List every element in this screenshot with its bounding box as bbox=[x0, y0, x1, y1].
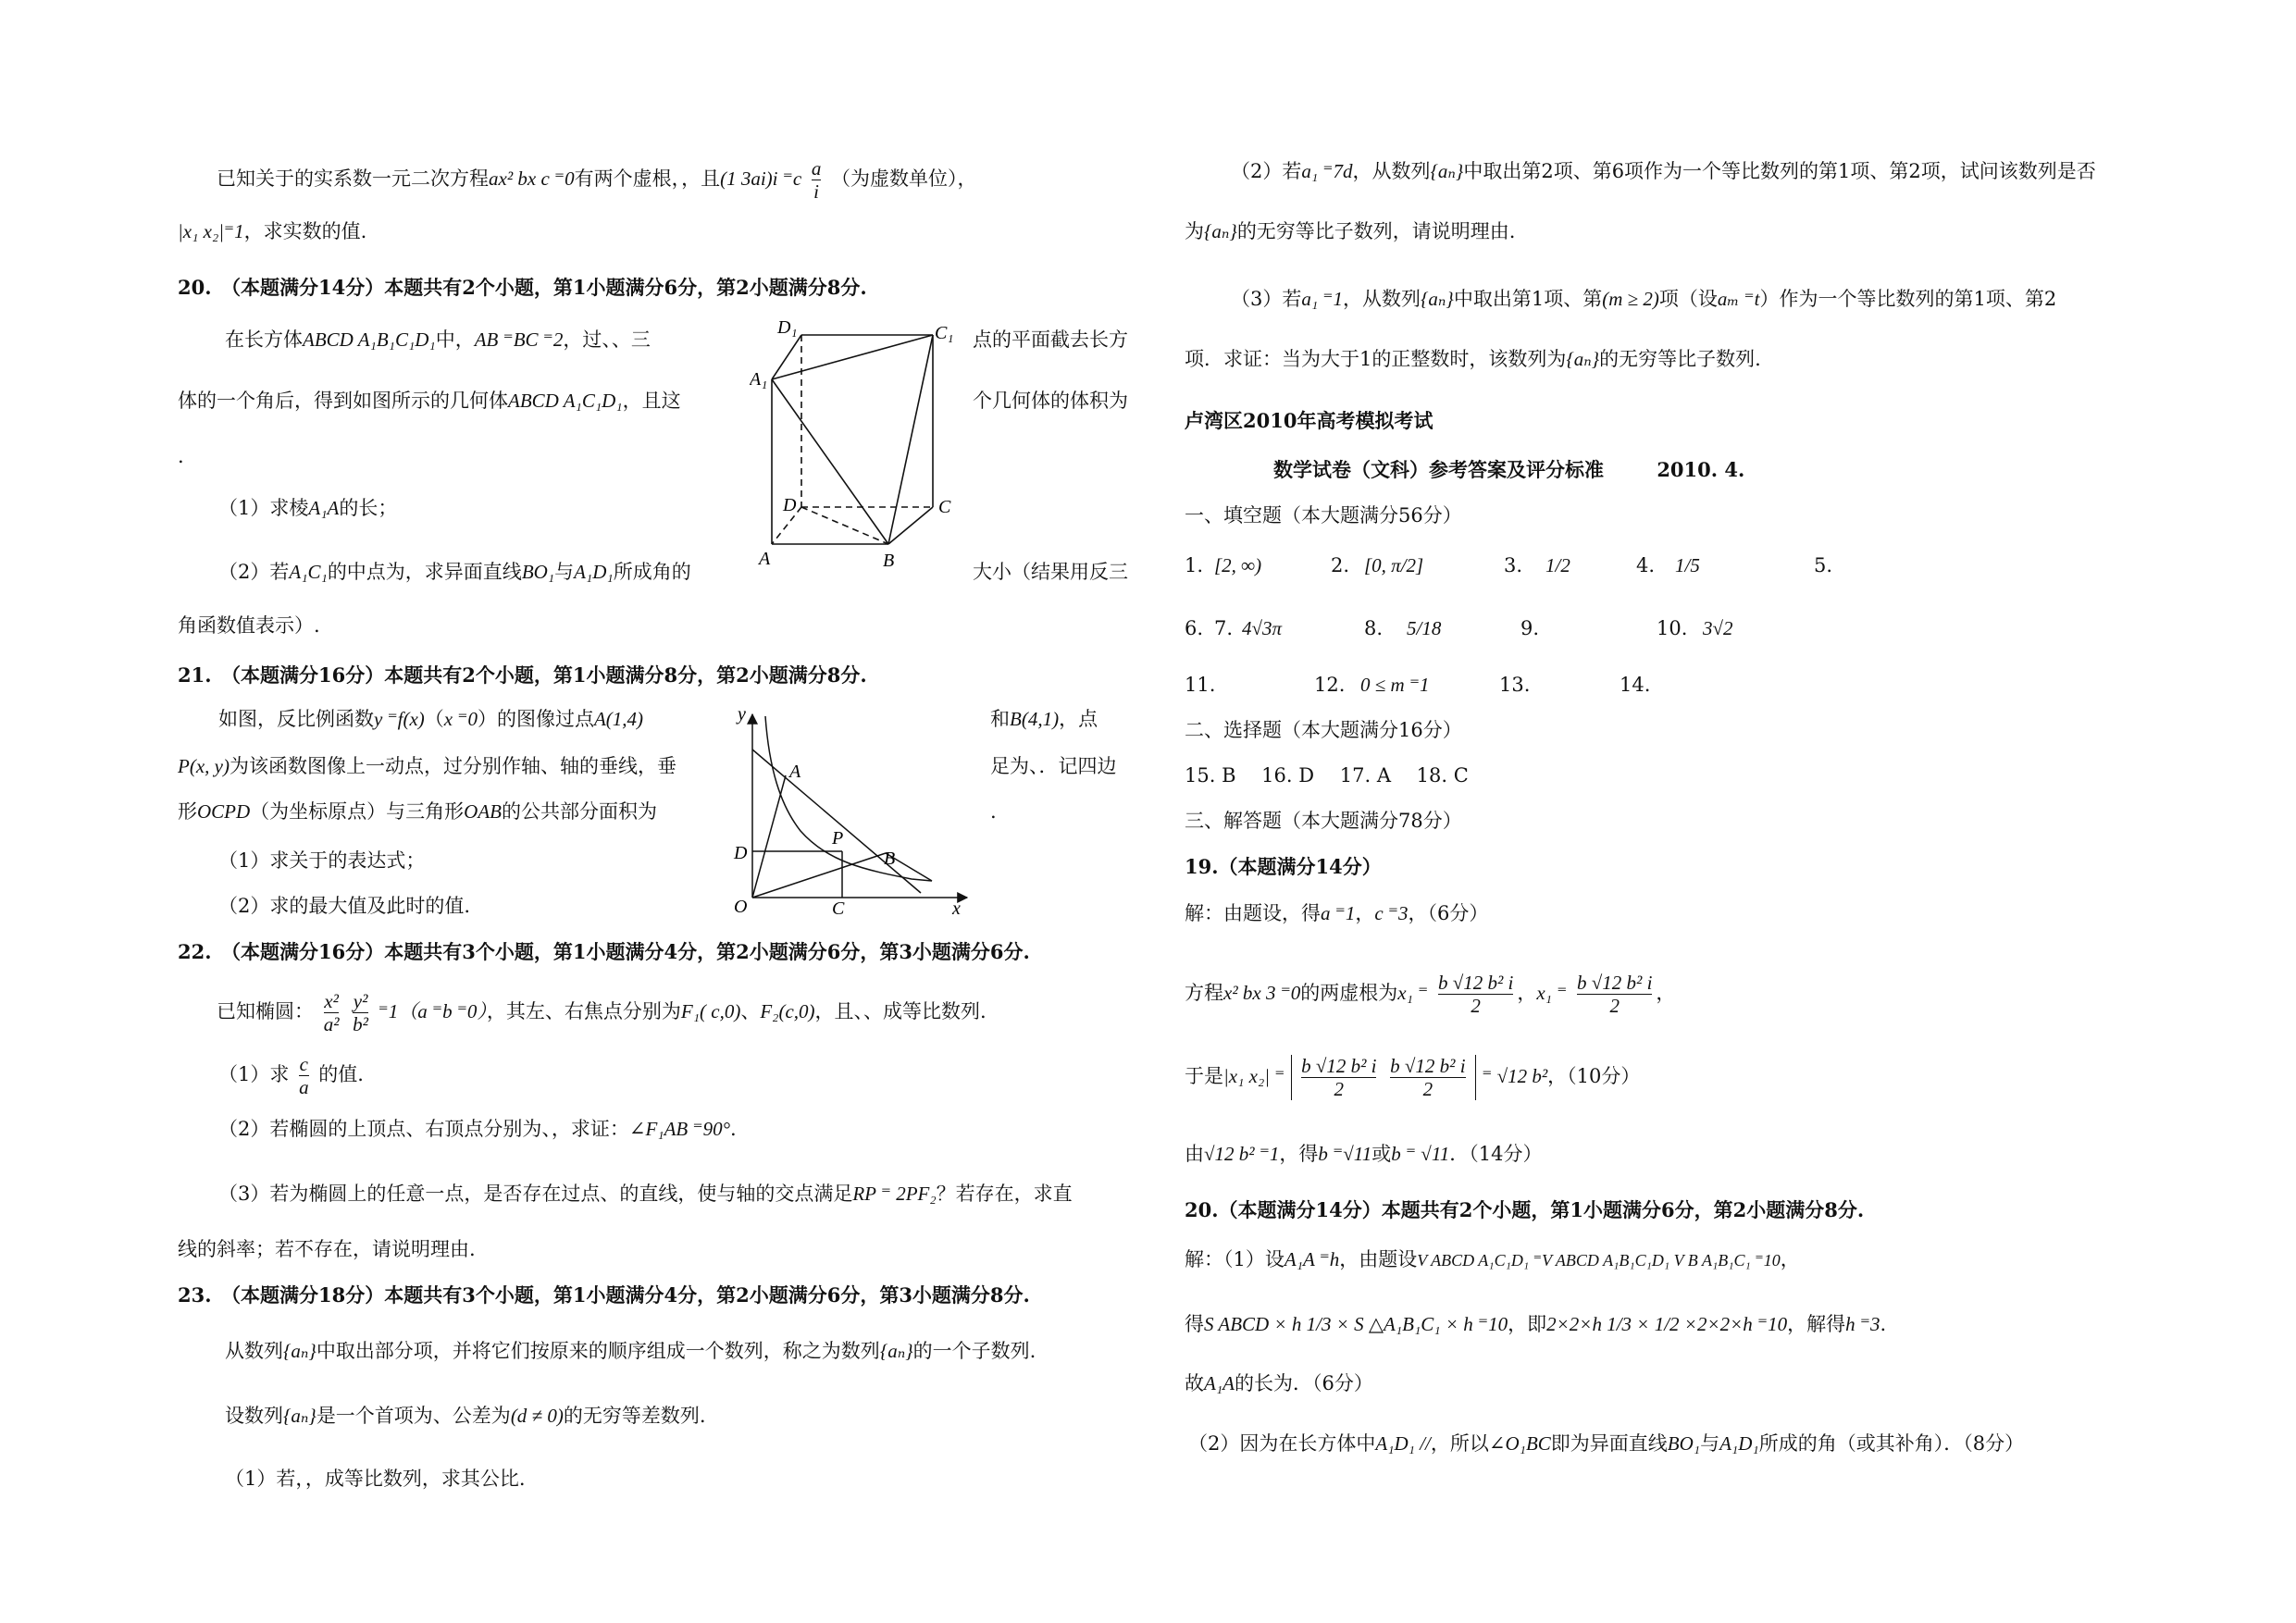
s20-score-2: 所成的角（或其补角）．（8分） bbox=[1758, 1432, 2025, 1455]
s19-text-2d: ， bbox=[1656, 982, 1676, 1004]
segment-oa bbox=[752, 775, 786, 898]
fill-14-num: 14. bbox=[1620, 674, 1651, 696]
s19-x1: x₁ ⁼ bbox=[1397, 982, 1429, 1004]
s20-text-4e: 即为异面直线 bbox=[1550, 1432, 1668, 1455]
s19-b1: b ⁼√11 bbox=[1318, 1143, 1372, 1165]
q21-line1 bbox=[218, 705, 643, 733]
label-c: C bbox=[938, 497, 951, 517]
q20-p2-h: 大小（结果用反三 bbox=[973, 561, 1128, 583]
q21-text-2b: 为该函数图像上一动点，过分别作轴、轴的垂线，垂 bbox=[229, 755, 676, 777]
q23-text-b: 中取出部分项，并将它们按原来的顺序组成一个数列，称之为数列 bbox=[316, 1340, 880, 1362]
s20-line1 bbox=[1185, 1245, 1800, 1274]
s20-parallel: A₁D₁ // bbox=[1375, 1432, 1431, 1455]
q22-p3-d: 线的斜率；若不存在，请说明理由. bbox=[178, 1238, 476, 1260]
q23-text-2b: 是一个首项为、公差为 bbox=[316, 1405, 511, 1427]
r-p3-a: （3）若 bbox=[1231, 288, 1302, 310]
q22-fy-num: y² bbox=[353, 990, 368, 1012]
q22-p3-c: ？若存在，求直 bbox=[936, 1183, 1073, 1205]
q21-text-g: 和 bbox=[990, 708, 1010, 730]
q19-note: （为虚数单位）， bbox=[831, 167, 977, 190]
q22-frac-x bbox=[324, 990, 340, 1035]
q20-part2 bbox=[218, 558, 691, 586]
q21-text-3a: 形 bbox=[178, 800, 197, 823]
q20-p1-a: （1）求棱 bbox=[218, 497, 309, 519]
edge-a1c1 bbox=[772, 335, 933, 379]
fill-1-answer: [2, ∞) bbox=[1214, 554, 1262, 576]
q22-p1-den: a bbox=[299, 1076, 309, 1098]
s19-score-1: ，（6分） bbox=[1408, 902, 1489, 924]
q22-p1-a: （1）求 bbox=[218, 1063, 290, 1085]
s20-text-4c: ，所以 bbox=[1430, 1432, 1489, 1455]
q22-p1-b: 的值. bbox=[318, 1063, 364, 1085]
q22-fy-den: b² bbox=[353, 1013, 368, 1035]
q22-p2-a: （2）若椭圆的上顶点、右顶点分别为、，求证： bbox=[218, 1118, 629, 1140]
s19-abs-diff: |x₁ x₂| ⁼ bbox=[1223, 1065, 1285, 1087]
q21-text-3f: . bbox=[990, 800, 997, 823]
s20-text-2g: . bbox=[1880, 1313, 1887, 1335]
q23-part2-cont bbox=[1185, 217, 1516, 245]
r-p2-f: 为 bbox=[1185, 220, 1204, 242]
fill-8-answer: 5/18 bbox=[1407, 617, 1442, 639]
r-p3-g: 项（设 bbox=[1658, 288, 1718, 310]
answer-date: 2010. 4. bbox=[1657, 458, 1745, 481]
fill-10-answer: 3√2 bbox=[1703, 617, 1733, 639]
q23-part3-cont bbox=[1185, 345, 1761, 373]
right-column bbox=[1157, 0, 2296, 1623]
r-p3-e: 中取出第1项、第 bbox=[1453, 288, 1603, 310]
s20-h-value: h ⁼3 bbox=[1845, 1313, 1880, 1335]
q23-part3 bbox=[1231, 285, 2056, 313]
s19-text-a: 解：由题设，得 bbox=[1185, 902, 1321, 924]
q20-p2-i: 角函数值表示）. bbox=[178, 614, 320, 637]
answer-subtitle-text: 数学试卷（文科）参考答案及评分标准 bbox=[1273, 458, 1604, 481]
s19-root2 bbox=[1577, 972, 1652, 1017]
r-p2-c: ，从数列 bbox=[1352, 160, 1431, 182]
q19-text-b: 有两个虚根，，且 bbox=[574, 167, 721, 190]
s19-score-2: ，（10分） bbox=[1547, 1065, 1641, 1087]
fill-2-answer: [0, π/2] bbox=[1364, 554, 1424, 576]
s19-comma: ， bbox=[1517, 982, 1537, 1004]
s20-text-2e: ，解得 bbox=[1787, 1313, 1846, 1335]
s20-edge: A₁A bbox=[1204, 1372, 1235, 1394]
q21-text-3e: 的公共部分面积为 bbox=[502, 800, 657, 823]
q22-fx-num: x² bbox=[324, 990, 339, 1012]
q19-frac-num: a bbox=[811, 157, 822, 180]
label-c: C bbox=[832, 898, 845, 916]
q21-line2 bbox=[178, 752, 676, 780]
q23-text-2d: 的无穷等差数列. bbox=[563, 1405, 706, 1427]
q21-domain: x ⁼0 bbox=[443, 708, 478, 730]
q19-text: 已知关于的实系数一元二次方程 bbox=[217, 167, 489, 190]
r-p3-seq: {aₙ} bbox=[1421, 288, 1454, 310]
q22-text-a: 已知椭圆： bbox=[217, 1000, 314, 1022]
s19-text-2c: 的两虚根为 bbox=[1300, 982, 1398, 1004]
q21-text-2c: 足为、．记四边 bbox=[990, 755, 1117, 777]
q20-text-d: 点的平面截去长方 bbox=[973, 328, 1128, 351]
fill-3-answer: 1/2 bbox=[1545, 554, 1570, 576]
s20-text-4a: （2）因为在长方体中 bbox=[1188, 1432, 1376, 1455]
q22-p2-angle: ∠F₁AB ⁼90° bbox=[628, 1118, 730, 1140]
s19-diff-frac1 bbox=[1301, 1055, 1376, 1100]
q22-part3 bbox=[218, 1180, 1073, 1208]
s19-b2: b ⁼ √11 bbox=[1391, 1143, 1450, 1165]
q23-text-2a: 设数列 bbox=[225, 1405, 283, 1427]
q20-part1 bbox=[218, 494, 397, 522]
fill-4-answer: 1/5 bbox=[1675, 554, 1700, 576]
s20-h: A₁A ⁼h bbox=[1284, 1248, 1340, 1270]
label-d1: D₁ bbox=[777, 317, 798, 338]
label-d: D bbox=[783, 495, 797, 515]
r-p3-i: ）作为一个等比数列的第1项、第2 bbox=[1759, 288, 2057, 310]
s19-root2-den: 2 bbox=[1577, 994, 1652, 1017]
q21-text-a: 如图，反比例函数 bbox=[218, 708, 374, 730]
q19-frac-den: i bbox=[812, 180, 822, 203]
q20-text-a: 在长方体 bbox=[225, 328, 303, 351]
answer-subtitle bbox=[1273, 456, 1744, 484]
q21-text-3c: （为坐标原点）与三角形 bbox=[250, 800, 465, 823]
q21-text-c: （ bbox=[424, 708, 444, 730]
s19-c: c ⁼3 bbox=[1374, 902, 1409, 924]
s20-text-4g: 与 bbox=[1700, 1432, 1720, 1455]
q20-solid2: ABCD A₁C₁D₁ bbox=[508, 390, 623, 412]
s19-header: 19.（本题满分14分） bbox=[1185, 855, 1382, 878]
q21-line1-right bbox=[990, 705, 1098, 733]
r-p3-l: 的无穷等比子数列. bbox=[1599, 348, 1761, 370]
q21-header: 21. （本题满分16分）本题共有2个小题，第1小题满分8分，第2小题满分8分. bbox=[178, 663, 867, 687]
q19-question: ，求实数的值. bbox=[243, 220, 367, 242]
q22-header: 22. （本题满分16分）本题共有3个小题，第1小题满分4分，第2小题满分6分，第3小题满分6分. bbox=[178, 940, 1030, 963]
q22-focus-right: F₂(c,0) bbox=[760, 1000, 815, 1022]
q20-condition: AB ⁼BC ⁼2 bbox=[474, 328, 564, 351]
s20-score-1: 的长为．（6分） bbox=[1234, 1372, 1373, 1394]
q23-part1: （1）若，，成等比数列，求其公比. bbox=[225, 1468, 526, 1490]
s19-line4 bbox=[1185, 1140, 1543, 1168]
q21-point-p: P(x, y) bbox=[178, 755, 230, 777]
q20-solid: ABCD A₁B₁C₁D₁ bbox=[303, 328, 436, 351]
r-p2-cond: a₁ ⁼7d bbox=[1301, 160, 1353, 182]
s19-score-3: ．（14分） bbox=[1449, 1143, 1543, 1165]
q22-ellipse-cond: ⁼1（a ⁼b ⁼0） bbox=[378, 1000, 487, 1022]
q22-p1-num: c bbox=[299, 1053, 308, 1075]
q20-p2-line2: A₁D₁ bbox=[574, 561, 614, 583]
q23-d-cond: (d ≠ 0) bbox=[510, 1405, 564, 1427]
hyperbola-curve bbox=[765, 716, 932, 881]
q19-line2 bbox=[178, 217, 366, 245]
q22-part2 bbox=[218, 1115, 737, 1143]
label-b: B bbox=[884, 849, 896, 869]
q22-text-c: ，其左、右焦点分别为 bbox=[486, 1000, 681, 1022]
q20-text-2a: 体的一个角后，得到如图所示的几何体 bbox=[178, 390, 508, 412]
s19-root1 bbox=[1438, 972, 1513, 1017]
q20-line1 bbox=[225, 326, 651, 353]
cuboid-figure bbox=[750, 315, 962, 583]
fill-6-num: 6. bbox=[1185, 617, 1204, 639]
hyperbola-figure bbox=[726, 703, 986, 916]
choice-answers: 15. B 16. D 17. A 18. C bbox=[1185, 764, 1469, 787]
q22-text-d: 、 bbox=[740, 1000, 761, 1022]
q20-line2 bbox=[178, 387, 681, 415]
q20-p2-seg: A₁C₁ bbox=[289, 561, 328, 583]
s19-root1-num: b √12 b² i bbox=[1437, 972, 1514, 994]
q21-part2: （2）求的最大值及此时的值. bbox=[218, 895, 471, 917]
s20-volume-expr: S ABCD × h 1/3 × S △A₁B₁C₁ × h ⁼10 bbox=[1204, 1313, 1508, 1335]
r-p2-seq2: {aₙ} bbox=[1204, 220, 1237, 242]
fill-10-num: 10. bbox=[1657, 617, 1688, 639]
s19-eq: x² bx 3 ⁼0 bbox=[1223, 982, 1301, 1004]
s19-root1-den: 2 bbox=[1438, 994, 1513, 1017]
s20-numeric-eq: 2×2×h 1/3 × 1/2 ×2×2×h ⁼10 bbox=[1546, 1313, 1788, 1335]
s19-eq2: √12 b² ⁼1 bbox=[1204, 1143, 1280, 1165]
r-p3-m: (m ≥ 2) bbox=[1602, 288, 1659, 310]
q21-point-b: B(4,1) bbox=[1010, 708, 1060, 730]
r-p2-e: 中取出第2项、第6项作为一个等比数列的第1项、第2项，试问该数列是否 bbox=[1463, 160, 2096, 182]
s19-diff-num2: b √12 b² i bbox=[1390, 1055, 1466, 1077]
label-a1: A₁ bbox=[750, 369, 768, 390]
q21-text-i: ，点 bbox=[1059, 708, 1098, 730]
r-p2-a: （2）若 bbox=[1231, 160, 1302, 182]
s20-line4 bbox=[1188, 1430, 2024, 1457]
r-p3-t: aₘ ⁼t bbox=[1717, 288, 1760, 310]
r-p2-h: 的无穷等比子数列，请说明理由. bbox=[1236, 220, 1516, 242]
q22-p2-c: . bbox=[729, 1118, 737, 1140]
s19-text-3a: 于是 bbox=[1185, 1065, 1223, 1087]
label-x: x bbox=[952, 898, 961, 916]
s20-text-2c: ，即 bbox=[1508, 1313, 1547, 1335]
q22-p3-vector: RP ⁼ 2PF₂ bbox=[852, 1183, 937, 1205]
label-d: D bbox=[734, 843, 748, 863]
q23-seq-2: {aₙ} bbox=[879, 1340, 913, 1362]
q20-p1-edge: A₁A bbox=[308, 497, 340, 519]
fill-12-answer: 0 ≤ m ⁼1 bbox=[1360, 674, 1430, 696]
label-y: y bbox=[738, 704, 746, 725]
q20-p2-c: 的中点为，求异面直线 bbox=[327, 561, 522, 583]
q23-text-c: 的一个子数列. bbox=[912, 1340, 1036, 1362]
q20-text-2c: 个几何体的体积为 bbox=[973, 390, 1128, 412]
r-p3-seq2: {aₙ} bbox=[1566, 348, 1600, 370]
r-p3-cond: a₁ ⁼1 bbox=[1301, 288, 1344, 310]
label-a: A bbox=[759, 549, 771, 569]
q20-text-c: ，过、、三 bbox=[563, 328, 651, 351]
q20-p2-line1: BO₁ bbox=[521, 561, 555, 583]
q23-seq: {aₙ} bbox=[283, 1340, 316, 1362]
s19-a: a ⁼1 bbox=[1321, 902, 1356, 924]
fill-5-num: 5. bbox=[1814, 554, 1833, 576]
section-solutions: 三、解答题（本大题满分78分） bbox=[1185, 810, 1462, 832]
fill-9-num: 9. bbox=[1520, 617, 1540, 639]
label-b: B bbox=[883, 551, 895, 571]
s19-text-2a: 方程 bbox=[1185, 982, 1223, 1004]
s20-text-e: ， bbox=[1780, 1248, 1800, 1270]
fill-13-num: 13. bbox=[1499, 674, 1531, 696]
q20-text-b: 中， bbox=[435, 328, 475, 351]
section-choice: 二、选择题（本大题满分16分） bbox=[1185, 719, 1462, 741]
q22-frac-y bbox=[353, 990, 368, 1035]
s20-line-bo1: BO₁ bbox=[1667, 1432, 1701, 1455]
s20-volume-eq: V ABCD A₁C₁D₁ ⁼V ABCD A₁B₁C₁D₁ V B A₁B₁C₁ ⁼10 bbox=[1417, 1251, 1781, 1270]
fill-1-num: 1. bbox=[1185, 554, 1204, 576]
s19-abs-bar bbox=[1291, 1055, 1476, 1100]
s20-angle: ∠O₁BC bbox=[1488, 1432, 1551, 1455]
fill-7-answer: 4√3π bbox=[1242, 617, 1283, 639]
s19-line2 bbox=[1185, 972, 1675, 1017]
q23-line1 bbox=[225, 1337, 1036, 1365]
r-p3-j: 项．求证：当为大于1的正整数时，该数列为 bbox=[1185, 348, 1567, 370]
s19-diff-den1: 2 bbox=[1301, 1077, 1376, 1100]
s19-root2-num: b √12 b² i bbox=[1577, 972, 1653, 994]
s19-text-4e: 或 bbox=[1371, 1143, 1392, 1165]
fill-4-num: 4. bbox=[1636, 554, 1656, 576]
s19-diff-frac2 bbox=[1390, 1055, 1465, 1100]
fill-8-num: 8. bbox=[1364, 617, 1384, 639]
q20-p1-c: 的长； bbox=[339, 497, 398, 519]
q20-p2-e: 与 bbox=[554, 561, 575, 583]
q19-abs-condition: |x₁ x₂|⁼1 bbox=[178, 220, 244, 242]
s19-text-4a: 由 bbox=[1185, 1143, 1204, 1165]
q21-triangle: OAB bbox=[464, 800, 502, 823]
s20-line3 bbox=[1185, 1369, 1373, 1397]
q19-condition: (1 3ai)i ⁼c bbox=[720, 167, 802, 190]
answer-title: 卢湾区2010年高考模拟考试 bbox=[1185, 409, 1433, 432]
q19-line1 bbox=[217, 157, 977, 203]
fill-3-num: 3. bbox=[1504, 554, 1523, 576]
q21-part1: （1）求关于的表达式； bbox=[218, 849, 426, 872]
s20-text-a: 解：（1）设 bbox=[1185, 1248, 1285, 1270]
q22-fx-den: a² bbox=[323, 1013, 340, 1035]
q22-p1-frac bbox=[299, 1053, 309, 1098]
q23-seq-3: {aₙ} bbox=[283, 1405, 316, 1427]
q23-header: 23. （本题满分18分）本题共有3个小题，第1小题满分4分，第2小题满分6分，第3小题满分8分. bbox=[178, 1283, 1030, 1307]
q21-line3 bbox=[178, 798, 657, 825]
q22-part1 bbox=[218, 1053, 364, 1098]
label-p: P bbox=[832, 828, 844, 849]
r-p3-c: ，从数列 bbox=[1343, 288, 1421, 310]
section-fill: 一、填空题（本大题满分56分） bbox=[1185, 504, 1462, 527]
s20-text-c: ，由题设 bbox=[1339, 1248, 1418, 1270]
q19-equation: ax² bx c ⁼0 bbox=[489, 167, 575, 190]
edge-a1b bbox=[772, 379, 888, 544]
s19-text-4c: ，得 bbox=[1279, 1143, 1319, 1165]
label-o: O bbox=[734, 897, 748, 916]
q23-line2 bbox=[225, 1402, 706, 1430]
s20-header: 20.（本题满分14分）本题共有2个小题，第1小题满分6分，第2小题满分8分. bbox=[1185, 1198, 1865, 1221]
s19-diff-den2: 2 bbox=[1390, 1077, 1465, 1100]
q22-p3-a: （3）若为椭圆上的任意一点，是否存在过点、的直线，使与轴的交点满足 bbox=[218, 1183, 853, 1205]
line-ab bbox=[752, 750, 921, 893]
q22-text-e: ，且、、成等比数列. bbox=[814, 1000, 987, 1022]
s20-text-2a: 得 bbox=[1185, 1313, 1204, 1335]
label-c1: C₁ bbox=[935, 323, 954, 343]
q21-point-a: A(1,4) bbox=[593, 708, 644, 730]
q23-part2 bbox=[1231, 157, 2096, 185]
fill-11-num: 11. bbox=[1185, 674, 1216, 696]
s19-x2: x₁ ⁼ bbox=[1536, 982, 1568, 1004]
q22-line1 bbox=[217, 990, 987, 1035]
segment-ob bbox=[752, 853, 886, 898]
q19-fraction bbox=[812, 157, 822, 203]
r-p2-seq: {aₙ} bbox=[1430, 160, 1464, 182]
q21-function: y ⁼f(x) bbox=[374, 708, 425, 730]
q21-text-e: ）的图像过点 bbox=[477, 708, 594, 730]
s19-line3 bbox=[1185, 1055, 1640, 1100]
s19-text-c: ， bbox=[1355, 902, 1375, 924]
s20-text-3a: 故 bbox=[1185, 1372, 1204, 1394]
q20-text-3: . bbox=[178, 445, 184, 467]
s20-line-a1d1: A₁D₁ bbox=[1719, 1432, 1759, 1455]
q22-focus-left: F₁( c,0) bbox=[680, 1000, 741, 1022]
q20-text-2b: ，且这 bbox=[622, 390, 681, 412]
s19-result: ⁼ √12 b² bbox=[1482, 1065, 1548, 1087]
q20-p2-g: 所成角的 bbox=[613, 561, 691, 583]
q21-quad: OCPD bbox=[197, 800, 251, 823]
s19-line1 bbox=[1185, 899, 1488, 927]
fill-2-num: 2. bbox=[1331, 554, 1350, 576]
fill-12-num: 12. bbox=[1314, 674, 1346, 696]
fill-7-num: 7. bbox=[1214, 617, 1234, 639]
q20-p2-a: （2）若 bbox=[218, 561, 290, 583]
s19-diff-num1: b √12 b² i bbox=[1301, 1055, 1377, 1077]
q20-header: 20. （本题满分14分）本题共有2个小题，第1小题满分6分，第2小题满分8分. bbox=[178, 276, 867, 299]
s20-line2 bbox=[1185, 1310, 1886, 1338]
q23-text-a: 从数列 bbox=[225, 1340, 283, 1362]
label-a: A bbox=[789, 762, 801, 782]
